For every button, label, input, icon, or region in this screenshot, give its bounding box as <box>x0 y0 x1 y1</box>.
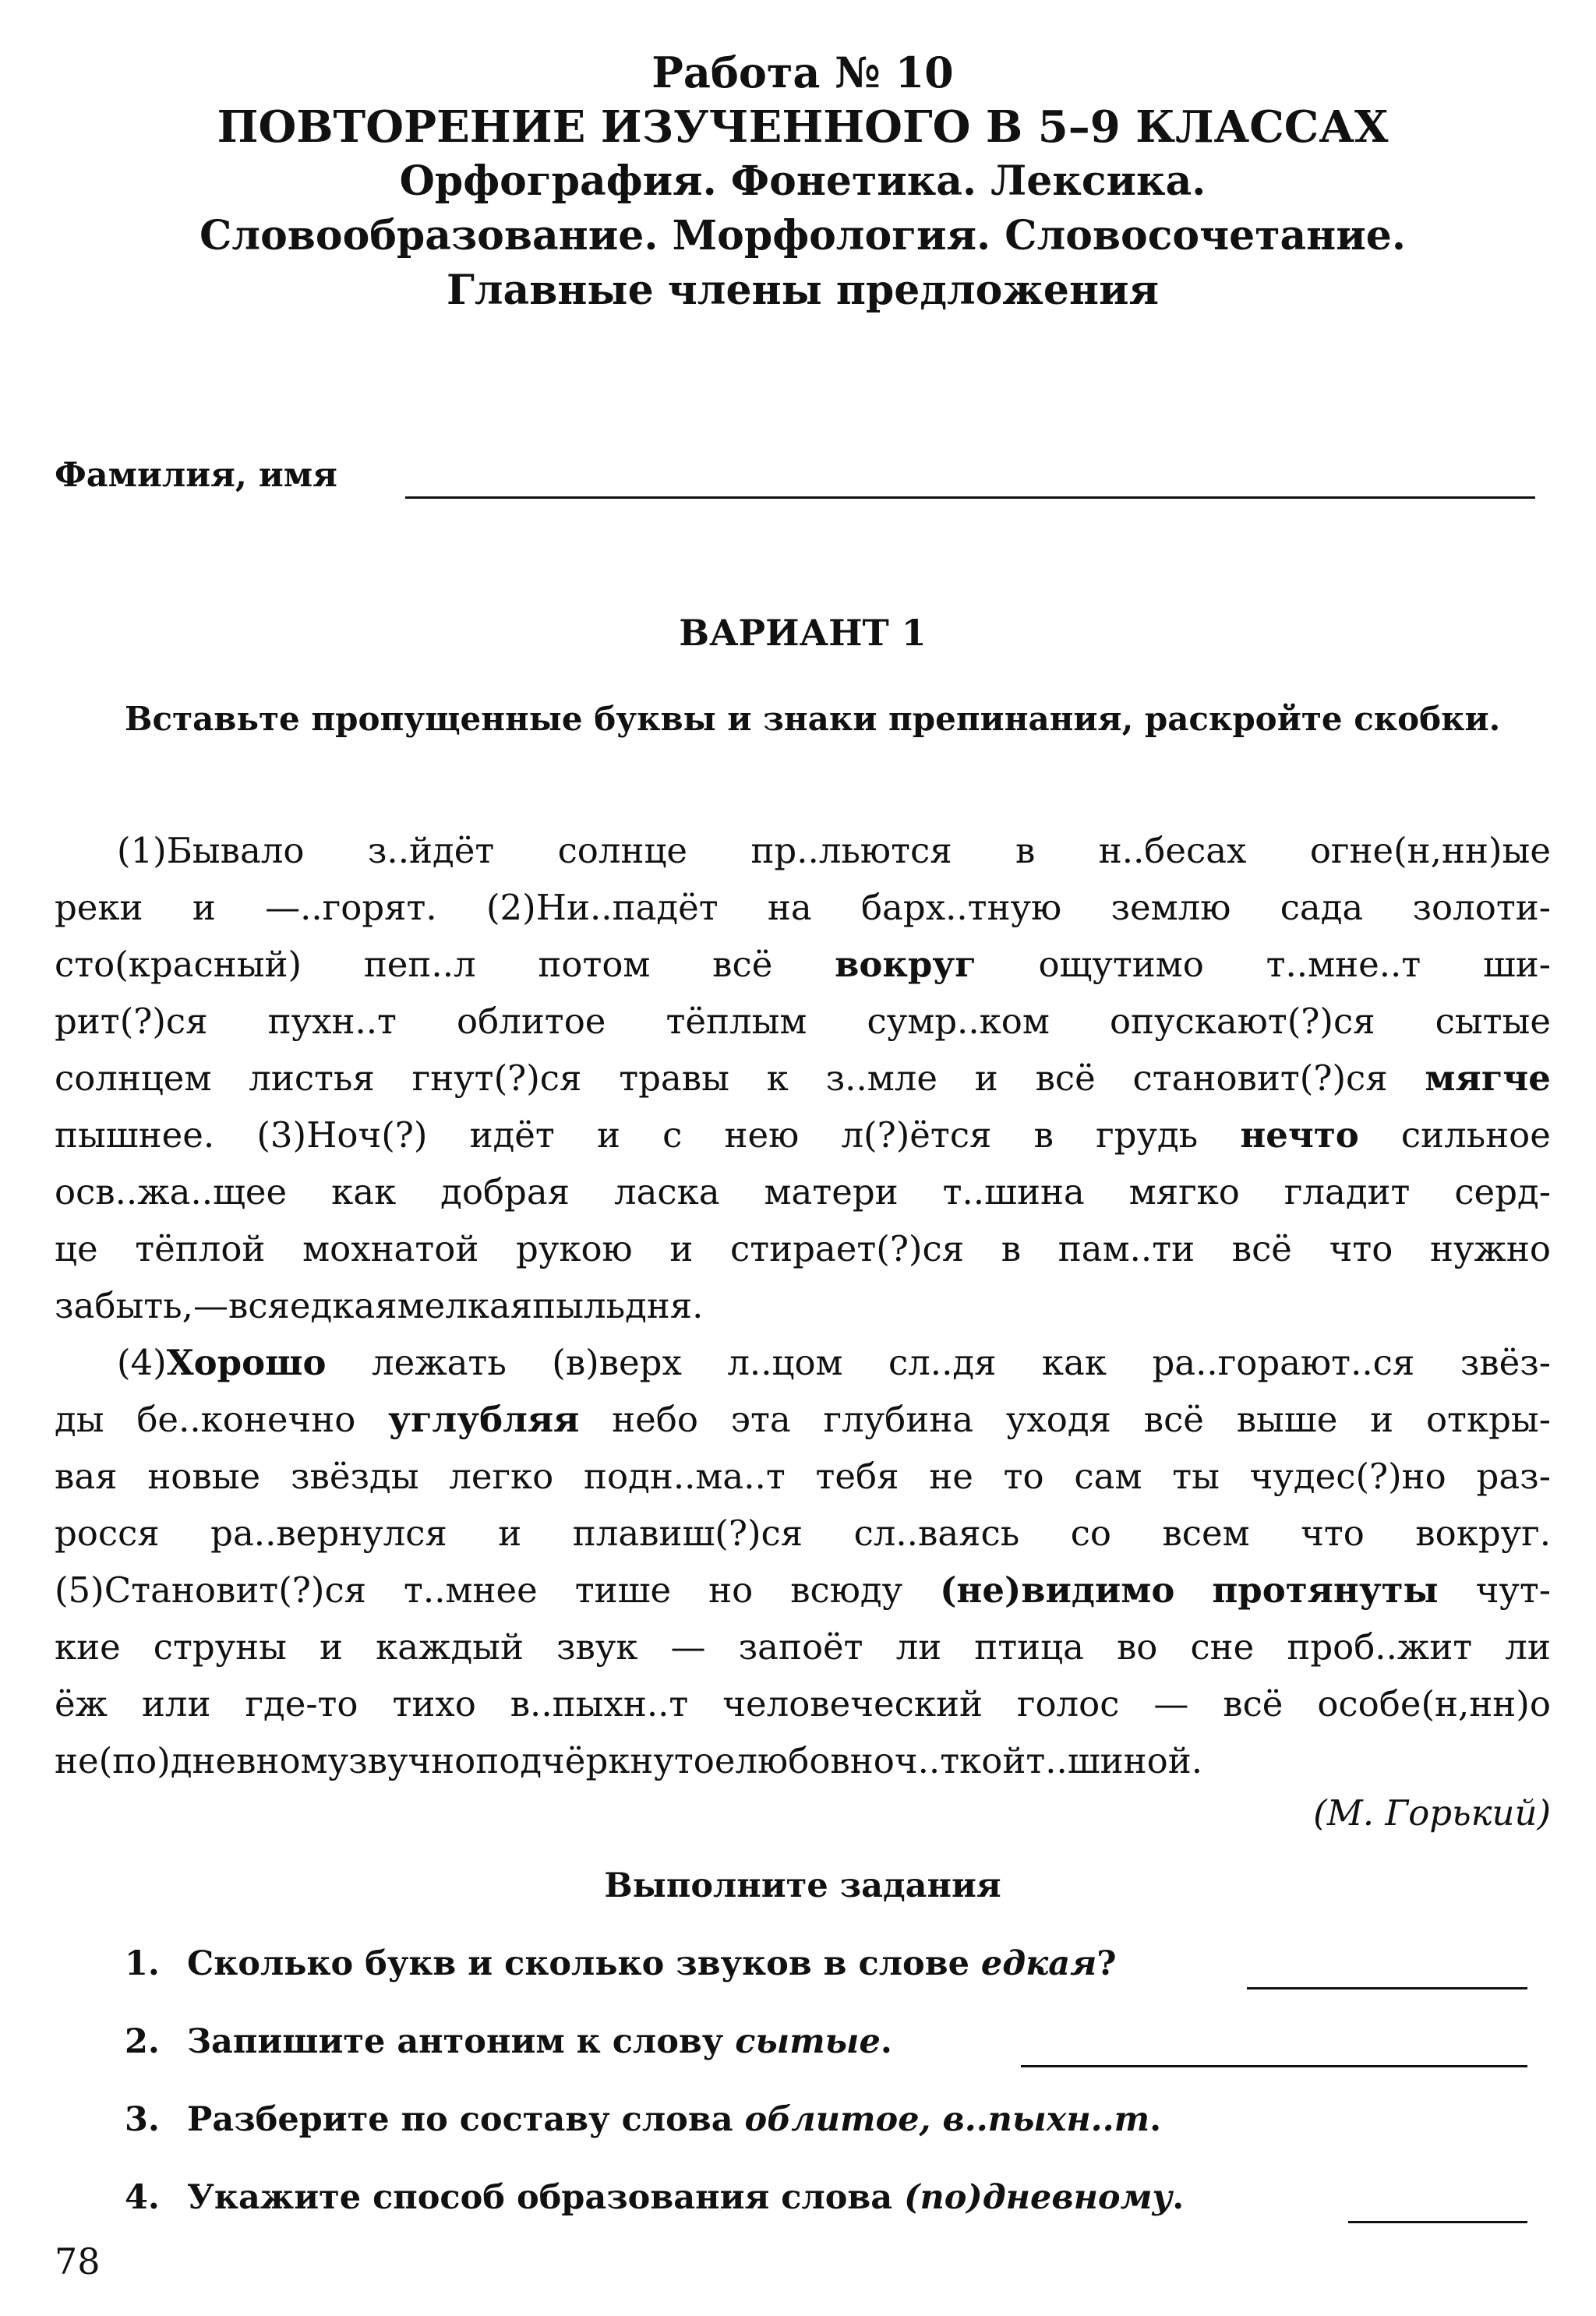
work-number: Работа № 10 <box>651 48 954 97</box>
text-word: как <box>1041 1342 1107 1383</box>
text-word: всюду <box>790 1569 903 1611</box>
page-title: ПОВТОРЕНИЕ ИЗУЧЕННОГО В 5–9 КЛАССАХ <box>217 101 1389 153</box>
text-word: и <box>192 887 216 928</box>
text-word: идёт <box>469 1114 555 1156</box>
text-word: пыль <box>532 1285 626 1326</box>
text-word: рукою <box>516 1228 633 1269</box>
text-word: гладит <box>1284 1171 1411 1213</box>
text-word: сне <box>1190 1626 1255 1668</box>
task-4-answer-line[interactable] <box>1348 2221 1527 2223</box>
text-word: ра..вернулся <box>210 1513 447 1554</box>
text-word: и <box>669 1228 694 1269</box>
text-word: уходя <box>1005 1399 1111 1440</box>
text-word: любовно <box>735 1740 895 1781</box>
text-line <box>55 1163 1551 1220</box>
text-word: тёплым <box>666 1001 807 1042</box>
text-word: протянуты <box>1212 1569 1439 1611</box>
text-word: травы <box>619 1057 729 1099</box>
text-word: птица <box>974 1626 1084 1668</box>
text-line <box>55 1050 1551 1107</box>
text-word: выше <box>1236 1399 1338 1440</box>
text-word: ч..ткой <box>894 1740 1026 1781</box>
text-word: проб..жит <box>1287 1626 1473 1668</box>
text-word: ёж <box>55 1683 108 1725</box>
text-word: небо <box>612 1399 698 1440</box>
task-4 <box>125 2178 1184 2217</box>
text-word: стирает(?)ся <box>730 1228 965 1269</box>
worksheet-page <box>55 39 1551 2217</box>
text-word: землю <box>1110 887 1231 928</box>
task-punct: . <box>1172 2178 1185 2217</box>
text-word: всё <box>1143 1399 1204 1440</box>
text-word: л(?)ётся <box>841 1114 992 1156</box>
text-word: что <box>1301 1513 1365 1554</box>
text-word: нечто <box>1240 1114 1359 1156</box>
text-word: л..цом <box>727 1342 843 1383</box>
text-word: и <box>974 1057 998 1099</box>
text-word: тебя <box>815 1456 899 1497</box>
task-word: сытые <box>735 2022 881 2061</box>
tasks-heading: Выполните задания <box>604 1866 1001 1905</box>
name-label: Фамилия, имя <box>55 456 337 495</box>
author: (М. Горький) <box>1313 1792 1551 1834</box>
text-word: в..пыхн..т <box>510 1683 689 1725</box>
text-word: подчёркнутое <box>475 1740 736 1781</box>
page-number: 78 <box>55 2240 101 2282</box>
task-punct: ? <box>1096 1944 1117 1983</box>
text-word: солнцем <box>55 1057 212 1099</box>
text-word: (по)дневному <box>98 1740 349 1781</box>
text-word: легко <box>449 1456 554 1497</box>
text-word: ли <box>1505 1626 1551 1668</box>
text-line <box>55 879 1551 936</box>
text-word: особе(н,нн)о <box>1317 1683 1551 1725</box>
text-word: пеп..л <box>363 944 476 985</box>
text-line <box>55 1732 1551 1789</box>
name-row <box>55 448 1551 503</box>
text-word: и <box>498 1513 522 1554</box>
instruction: Вставьте пропущенные буквы и знаки препинания, раскройте скобки. <box>125 700 1501 738</box>
text-word: глубина <box>823 1399 974 1440</box>
text-word: тёплой <box>135 1228 266 1269</box>
text-word: т..мнее <box>404 1569 538 1611</box>
text-word: мягко <box>1128 1171 1240 1213</box>
text-word: на <box>767 887 812 928</box>
text-word: пышнее. <box>55 1114 215 1156</box>
text-word: ли <box>895 1626 942 1668</box>
text-word: нею <box>724 1114 800 1156</box>
text-word: лежать <box>371 1342 507 1383</box>
text-word: росся <box>55 1513 160 1554</box>
text-word: з..мле <box>825 1057 937 1099</box>
text-word: сам <box>1074 1456 1142 1497</box>
task-text: Укажите способ образования слова <box>187 2178 905 2217</box>
text-line <box>55 1107 1551 1163</box>
text-word: но <box>708 1569 754 1611</box>
text-word: где-то <box>245 1683 358 1725</box>
text-word: пухн..т <box>267 1001 397 1042</box>
text-word: грудь <box>1096 1114 1199 1156</box>
text-line <box>55 1391 1551 1448</box>
text-word: (не)видимо <box>940 1569 1175 1611</box>
text-word: сильное <box>1400 1114 1551 1156</box>
text-word: (1)Бывало <box>117 830 305 871</box>
task-text: Разберите по составу слова <box>187 2100 745 2139</box>
text-word: со <box>1070 1513 1111 1554</box>
text-word: гнут(?)ся <box>411 1057 582 1099</box>
text-word: т..мне..т <box>1266 944 1421 985</box>
text-word: листья <box>249 1057 375 1099</box>
text-word: бе..конечно <box>136 1399 356 1440</box>
text-word: и <box>596 1114 620 1156</box>
text-word: чудес(?)но <box>1249 1456 1446 1497</box>
text-line <box>55 1562 1551 1619</box>
text-word: голос <box>1016 1683 1120 1725</box>
task-word: облитое, в..пыхн..т <box>744 2100 1150 2139</box>
text-word: тихо <box>392 1683 476 1725</box>
text-word: то <box>1003 1456 1044 1497</box>
text-word: вокруг. <box>1415 1513 1551 1554</box>
subtitle-line-1: Орфография. Фонетика. Лексика. <box>399 157 1206 205</box>
text-word: всё <box>712 944 773 985</box>
text-word: углубляя <box>388 1399 580 1440</box>
text-word: звучно <box>348 1740 476 1781</box>
text-word: всё <box>1035 1057 1096 1099</box>
task-punct: . <box>1149 2100 1162 2139</box>
text-word: ласка <box>614 1171 720 1213</box>
text-word: чут- <box>1475 1569 1551 1611</box>
task-number: 4. <box>125 2178 160 2217</box>
text-word: или <box>141 1683 211 1725</box>
text-word: вся <box>228 1285 290 1326</box>
task-word: едкая <box>980 1944 1097 1983</box>
text-word: запоёт <box>738 1626 863 1668</box>
text-word: мохнатой <box>302 1228 479 1269</box>
text-word: сл..дя <box>888 1342 997 1383</box>
subtitle-line-3: Главные члены предложения <box>446 267 1159 314</box>
exercise-text <box>55 822 1551 1789</box>
text-line <box>55 1675 1551 1732</box>
text-word: барх..тную <box>860 887 1062 928</box>
text-word: опускают(?)ся <box>1109 1001 1375 1042</box>
text-word: становит(?)ся <box>1132 1057 1388 1099</box>
text-word: каждый <box>376 1626 524 1668</box>
text-word: к <box>766 1057 789 1099</box>
text-word: ды <box>55 1399 104 1440</box>
text-word: солнце <box>557 830 688 871</box>
name-field[interactable] <box>405 496 1535 499</box>
task-punct: . <box>880 2022 892 2061</box>
text-word: эта <box>730 1399 791 1440</box>
text-word: — <box>670 1626 706 1668</box>
text-word: огне(н,нн)ые <box>1309 830 1551 871</box>
text-word: откры- <box>1425 1399 1551 1440</box>
text-word: сада <box>1280 887 1364 928</box>
text-word: не <box>55 1740 99 1781</box>
text-word: ши- <box>1482 944 1551 985</box>
text-word: в <box>1033 1114 1054 1156</box>
text-word: сумр..ком <box>867 1001 1050 1042</box>
text-word: струны <box>153 1626 287 1668</box>
text-word: дня. <box>625 1285 704 1326</box>
text-word: пам..ти <box>1058 1228 1195 1269</box>
text-word: з..йдёт <box>367 830 495 871</box>
text-word: в <box>1015 830 1036 871</box>
task-2-answer-line[interactable] <box>1021 2065 1527 2067</box>
text-word: звук <box>556 1626 638 1668</box>
text-word: кие <box>55 1626 121 1668</box>
text-word: как <box>331 1171 397 1213</box>
task-1 <box>125 1944 1117 1983</box>
task-text: Запишите антоним к слову <box>187 2022 736 2061</box>
task-number: 1. <box>125 1944 160 1983</box>
task-number: 2. <box>125 2022 160 2061</box>
text-word: —..горят. <box>265 887 437 928</box>
text-word: плавиш(?)ся <box>572 1513 803 1554</box>
text-word: ра..горают..ся <box>1152 1342 1415 1383</box>
text-word: с <box>662 1114 683 1156</box>
text-word: серд- <box>1454 1171 1551 1213</box>
task-1-answer-line[interactable] <box>1247 1987 1527 1989</box>
text-word: реки <box>55 887 143 928</box>
text-word: подн..ма..т <box>584 1456 786 1497</box>
text-word: сл..ваясь <box>853 1513 1020 1554</box>
text-word: ты <box>1172 1456 1220 1497</box>
text-line <box>55 1619 1551 1675</box>
text-word: (в)верх <box>552 1342 682 1383</box>
text-word: т..шиной. <box>1026 1740 1203 1781</box>
text-word: — <box>1153 1683 1189 1725</box>
text-word: что <box>1329 1228 1393 1269</box>
text-word: рит(?)ся <box>55 1001 208 1042</box>
text-word: забыть, <box>55 1285 193 1326</box>
text-word: добрая <box>440 1171 570 1213</box>
text-word: сто(красный) <box>55 944 302 985</box>
text-word: человеческий <box>722 1683 983 1725</box>
text-word: и <box>1370 1399 1394 1440</box>
text-word: облитое <box>457 1001 606 1042</box>
text-line <box>55 822 1551 879</box>
text-word: звёзды <box>290 1456 419 1497</box>
text-word: в <box>1001 1228 1022 1269</box>
task-3 <box>125 2100 1161 2139</box>
text-word: мелкая <box>397 1285 533 1326</box>
text-word: нужно <box>1430 1228 1551 1269</box>
text-word: (2)Ни..падёт <box>486 887 719 928</box>
text-line <box>55 1277 1551 1334</box>
text-word: всё <box>1223 1683 1284 1725</box>
text-word: золоти- <box>1412 887 1551 928</box>
text-word: всё <box>1231 1228 1292 1269</box>
subtitle-line-2: Словообразование. Морфология. Словосочетание. <box>200 212 1406 259</box>
text-word: (4)Хорошо <box>117 1342 327 1383</box>
text-line <box>55 1334 1551 1391</box>
text-word: н..бесах <box>1098 830 1247 871</box>
text-word: звёз- <box>1460 1342 1551 1383</box>
text-word: мягче <box>1425 1057 1551 1099</box>
text-word: (3)Ноч(?) <box>256 1114 428 1156</box>
variant-heading: ВАРИАНТ 1 <box>679 612 927 654</box>
text-word: вокруг <box>835 944 976 985</box>
task-text: Сколько букв и сколько звуков в слове <box>187 1944 981 1983</box>
text-word: матери <box>764 1171 899 1213</box>
text-word: т..шина <box>942 1171 1085 1213</box>
title-block <box>55 45 1551 318</box>
text-word: всем <box>1162 1513 1250 1554</box>
text-word: раз- <box>1476 1456 1551 1497</box>
text-word: и <box>320 1626 344 1668</box>
text-line <box>55 936 1551 993</box>
text-word: осв..жа..щее <box>55 1171 288 1213</box>
text-word: вая <box>55 1456 118 1497</box>
text-word: сытые <box>1435 1001 1551 1042</box>
text-word: тише <box>574 1569 672 1611</box>
task-word: (по)дневному <box>904 2178 1173 2217</box>
text-line <box>55 1220 1551 1277</box>
text-word: новые <box>147 1456 261 1497</box>
text-line <box>55 993 1551 1050</box>
text-word: (5)Становит(?)ся <box>55 1569 367 1611</box>
text-word: во <box>1116 1626 1158 1668</box>
text-line <box>55 1505 1551 1562</box>
text-word: не <box>929 1456 973 1497</box>
text-word: ощутимо <box>1038 944 1204 985</box>
text-line <box>55 1448 1551 1505</box>
text-word: — <box>192 1285 228 1326</box>
text-word: пр..льются <box>750 830 952 871</box>
text-word: потом <box>538 944 651 985</box>
task-number: 3. <box>125 2100 160 2139</box>
text-word: це <box>55 1228 98 1269</box>
task-2 <box>125 2022 892 2061</box>
text-word: едкая <box>289 1285 397 1326</box>
